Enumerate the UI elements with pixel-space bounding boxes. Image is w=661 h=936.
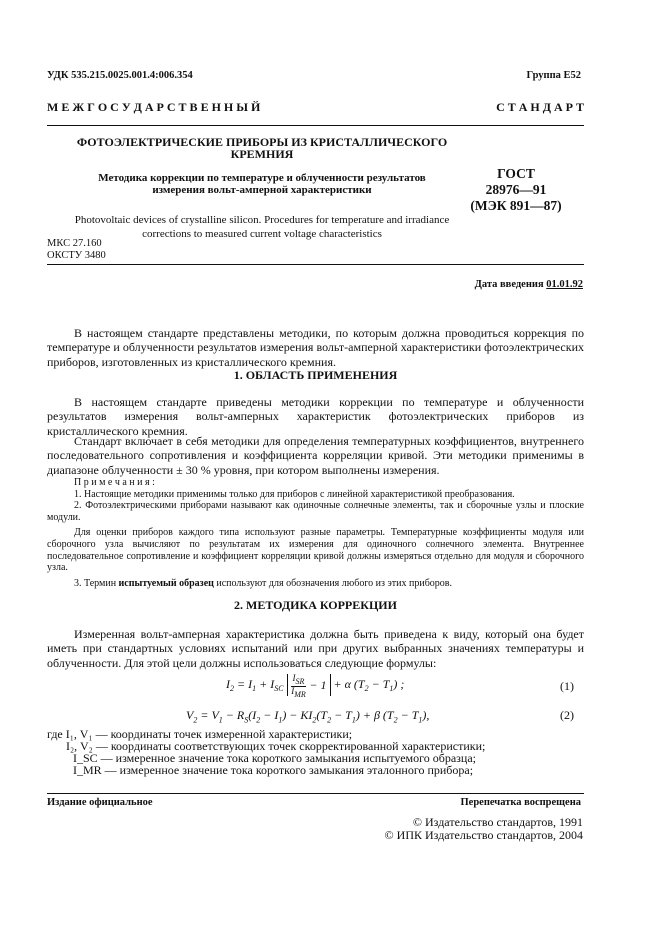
formula-legend [47, 728, 485, 776]
gost-label: ГОСТ [497, 166, 535, 181]
copyright-2: © ИПК Издательство стандартов, 2004 [384, 828, 583, 842]
subtitle-line-1: Методика коррекции по температуре и облученности результатов [98, 172, 426, 184]
introduction-date [475, 279, 583, 290]
intro-paragraph: В настоящем стандарте представлены методики, по которым должна проводиться коррекция по температуре и облученности результатов измерения вольт-амперной характеристики фотоэлектрических приборов, изготовленных из кристаллического кремния. [47, 326, 584, 369]
formula-2-number: (2) [560, 708, 574, 722]
section-2-heading: 2. МЕТОДИКА КОРРЕКЦИИ [234, 598, 397, 612]
section-1-paragraph-2: Стандарт включает в себя методики для определения температурных коэффициентов, внутреннего последовательного сопротивления и коэффициента корреляции кривой. Эти методики применимы в диапазоне облученности ± 30 % уровня, при котором выполнены измерения. [47, 434, 584, 477]
section-1-heading: 1. ОБЛАСТЬ ПРИМЕНЕНИЯ [233, 368, 398, 382]
subtitle-line-2: измерения вольт-амперной характеристики [152, 184, 372, 196]
title-line-1: ФОТОЭЛЕКТРИЧЕСКИЕ ПРИБОРЫ ИЗ КРИСТАЛЛИЧЕСКОГО [76, 135, 448, 149]
legend-item-2: I₂, V₂ — координаты соответствующих точек скорректированной характеристики; [66, 739, 486, 753]
copyright-block [385, 816, 583, 842]
formula-1-number: (1) [560, 679, 574, 693]
english-title [47, 213, 477, 241]
date-value: 01.01.92 [546, 279, 583, 290]
banner-word-2: С Т А Н Д А Р Т [496, 100, 584, 114]
copyright-1: © Издательство стандартов, 1991 [412, 815, 583, 829]
udk-code: УДК 535.215.0025.001.4:006.354 [47, 70, 193, 81]
iec-number: (МЭК 891—87) [470, 198, 562, 213]
section-2-paragraph-1: Измеренная вольт-амперная характеристика должна быть приведена к виду, который она будет иметь при стандартных условиях испытаний или при других выбранных значениях температуры и облученности. Для этой цели должны использоваться следующие формулы: [47, 627, 584, 670]
standard-banner [47, 100, 584, 115]
date-label: Дата введения [474, 279, 544, 290]
document-subtitle [47, 172, 477, 196]
classification-codes [47, 238, 106, 261]
note-3-term: испытуемый образец [118, 577, 214, 589]
legend-item-4: I_MR — измеренное значение тока короткого замыкания эталонного прибора; [73, 763, 474, 777]
footer-rule [47, 793, 584, 794]
document-title [47, 136, 477, 160]
note-3-prefix: 3. Термин [74, 577, 119, 589]
reprint-prohibited-label: Перепечатка воспрещена [460, 797, 581, 808]
gost-designation [450, 166, 582, 214]
notes-block [47, 477, 584, 589]
gost-number: 28976—91 [485, 182, 547, 197]
formula-1: $I_2 = I_1 + I_{SC}$ $\frac{I_{SR}}{I_{MR}}$ − 1 + α $(T_2 - T_1)$ ; [226, 673, 405, 699]
note-2: 2. Фотоэлектрическими приборами называют как одиночные солнечные элементы, так и сборочные узлы и плоские модули. [47, 500, 584, 523]
legend-item-3: I_SC — измеренное значение тока короткого замыкания испытуемого образца; [73, 751, 476, 765]
english-title-line-1: Photovoltaic devices of crystalline silicon. Procedures for temperature and irradiance [74, 214, 450, 226]
title-rule [47, 264, 584, 265]
legend-item-1: где I₁, V₁ — координаты точек измеренной характеристики; [47, 727, 353, 741]
formula-1-bracket: $\frac{I_{SR}}{I_{MR}}$ − 1 [287, 674, 331, 696]
note-2-continuation: Для оценки приборов каждого типа используют разные параметры. Температурные коэффициенты модуля или сборочного узла вычисляют по результатам их измерения для одиночного солнечного элемента. Внутреннее последовательное сопротивление и коэффициент корреляции кривой должны измеряться отдельно для модуля и сборочного узла. [47, 527, 584, 574]
english-title-line-2: corrections to measured current voltage characteristics [142, 228, 382, 240]
formula-2: $V_2 = V_1 - R_S(I_2 - I_1) - KI_2(T_2 - T_1) + \beta$ $(T_2 - T_1)$, [186, 708, 430, 725]
note-3-suffix: используют для обозначения любого из этих приборов. [213, 577, 453, 589]
banner-word-1: М Е Ж Г О С У Д А Р С Т В Е Н Н Ы Й [47, 100, 261, 114]
official-edition-label: Издание официальное [47, 797, 153, 808]
okstu-code: ОКСТУ 3480 [47, 249, 106, 261]
group-code: Группа Е52 [526, 70, 581, 81]
notes-title: П р и м е ч а н и я : [74, 477, 155, 488]
note-3 [47, 578, 584, 590]
title-line-2: КРЕМНИЯ [230, 147, 294, 161]
header-rule [47, 125, 584, 126]
mks-code: МКС 27.160 [47, 238, 102, 249]
section-1-paragraph-1: В настоящем стандарте приведены методики коррекции по температуре и облученности результатов измерения вольт-амперных характеристик фотоэлектрических приборов из кристаллического кремния. [47, 395, 584, 438]
note-1: 1. Настоящие методики применимы только для приборов с линейной характеристикой преобразования. [74, 488, 515, 500]
